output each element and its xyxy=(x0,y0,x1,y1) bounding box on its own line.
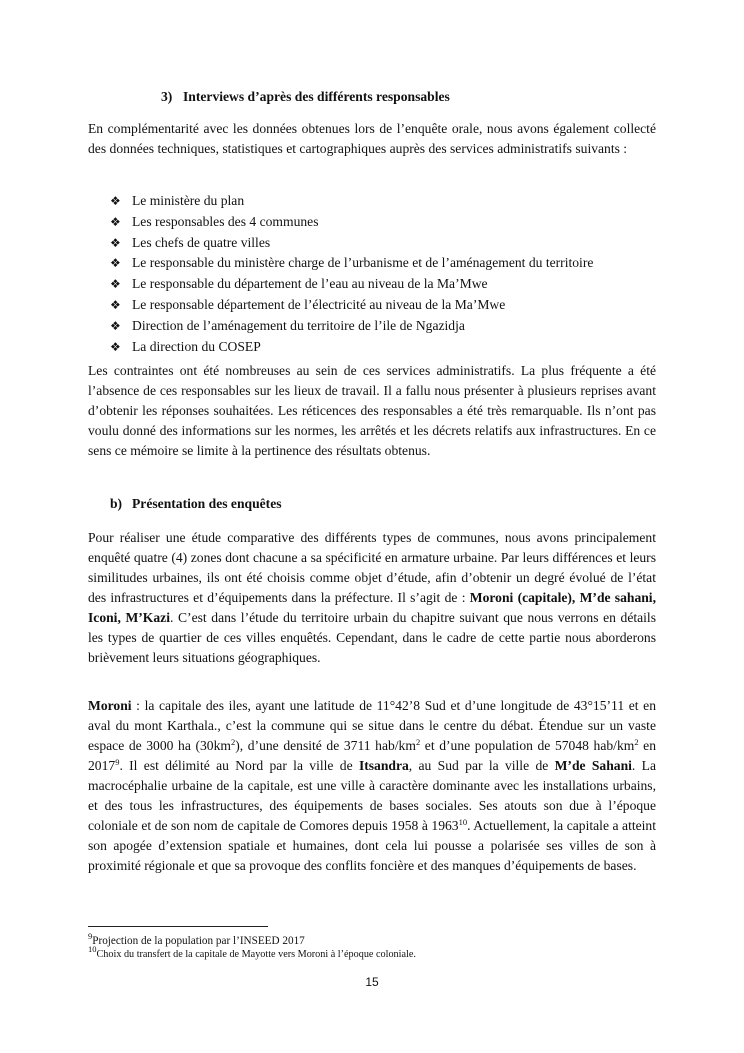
services-list xyxy=(110,191,670,357)
footnote: $^9$Projection de la population par l’INSEED 2017 xyxy=(88,930,305,947)
moroni-lead: Moroni xyxy=(88,698,132,713)
communes-names: Moroni (capitale), M’de sahani, Iconi, M’Kazi xyxy=(88,590,656,625)
list-item: ❖ Le ministère du plan xyxy=(110,191,670,212)
constraints-paragraph: Les contraintes ont été nombreuses au sein de ces services administratifs. La plus fréquente a été l’absence de ces responsables sur les lieux de travail. Il a fallu nous présenter à plusieurs reprises avant d’obtenir les réponses souhaitées. Les réticences des responsables a été très remarquable. Ils n’ont pas voulu donné des informations sur les normes, les arrêtés et les décrets relatifs aux infrastructures. En ce sens ce mémoire se limite à la pertinence des résultats obtenus. xyxy=(88,363,656,458)
footnote-separator xyxy=(88,926,268,927)
footnote: $^{10}$Choix du transfert de la capitale de Mayotte vers Moroni à l’époque coloniale. xyxy=(88,943,416,960)
section-number: b) xyxy=(110,496,123,511)
list-item: ❖ Le responsable du département de l’eau au niveau de la Ma’Mwe xyxy=(110,274,670,295)
section-title: Présentation des enquêtes xyxy=(132,496,282,511)
list-item: ❖ Les responsables des 4 communes xyxy=(110,212,670,233)
diamond-bullet-icon: ❖ xyxy=(110,194,121,208)
list-item: ❖ Le responsable du ministère charge de l’urbanisme et de l’aménagement du territoire xyxy=(110,253,670,274)
diamond-bullet-icon: ❖ xyxy=(110,297,121,312)
list-item: ❖ Le responsable département de l’électricité au niveau de la Ma’Mwe xyxy=(110,295,670,316)
list-item: ❖ Direction de l’aménagement du territoire de l’ile de Ngazidja xyxy=(110,316,670,337)
diamond-bullet-icon: ❖ xyxy=(110,339,121,354)
section-title: Interviews d’après des différents responsables xyxy=(183,89,450,104)
section-heading-interviews xyxy=(161,89,450,105)
moroni-paragraph: Moroni : la capitale des iles, ayant une latitude de 11°42’8 Sud et d’une longitude de 43°15’11 et en aval du mont Karthala., c’est la commune qui se situe dans le centre du débat. Étendue sur un vaste espace de 3000 ha $(30km^2)$, d’une densité de 3711 hab/$km^2$ et d’une population de 57048 hab/$km^2$ en 2017$^9$. Il est délimité au Nord par la ville de Itsandra, au Sud par la ville de M’de Sahani. La macrocéphalie urbaine de la capitale, est une ville à caractère dominante avec les installations urbains, et des tous les infrastructures, des équipements de bases sociales. Ses atouts son due à l’époque coloniale et de son nom de capitale de Comores depuis 1958 à 1963$^{10}$. Actuellement, la capitale a atteint son apogée d’extension spatiale et humaines, dont cela lui pousse a polarisée ses villes de son à proximité régionale et que sa provoque des conflits foncière et des manques d’équipements de bases. xyxy=(88,698,657,873)
presentation-paragraph: Pour réaliser une étude comparative des différents types de communes, nous avons principalement enquêté quatre (4) zones dont chacune a sa spécificité en armature urbaine. Par leurs différences et leurs similitudes urbaines, ils ont été choisis comme objet d’étude, afin d’obtenir un degré évolué de l’état des infrastructures et d’équipements dans la préfecture. Il s’agit de : Moroni (capitale), M’de sahani, Iconi, M’Kazi. C’est dans l’étude du territoire urbain du chapitre suivant que nous verrons en détails les types de quartier de ces villes enquêtés. Cependant, dans le cadre de cette partie nous aborderons brièvement leurs situations géographiques. xyxy=(88,530,657,665)
page-number: 15 xyxy=(365,975,379,989)
diamond-bullet-icon: ❖ xyxy=(110,318,121,333)
diamond-bullet-icon: ❖ xyxy=(110,277,121,292)
intro-paragraph: En complémentarité avec les données obtenues lors de l’enquête orale, nous avons également collecté des données techniques, statistiques et cartographiques auprès des services administratifs suivants : xyxy=(88,121,656,156)
footnote-ref[interactable]: 9 xyxy=(115,756,120,767)
section-heading-presentation xyxy=(110,496,282,512)
footnote-ref[interactable]: 10 xyxy=(458,816,468,827)
diamond-bullet-icon: ❖ xyxy=(110,256,121,271)
list-item: ❖ Les chefs de quatre villes xyxy=(110,233,670,254)
diamond-bullet-icon: ❖ xyxy=(110,235,121,250)
list-item: ❖ La direction du COSEP xyxy=(110,337,670,358)
section-number: 3) xyxy=(161,89,173,104)
diamond-bullet-icon: ❖ xyxy=(110,214,121,229)
